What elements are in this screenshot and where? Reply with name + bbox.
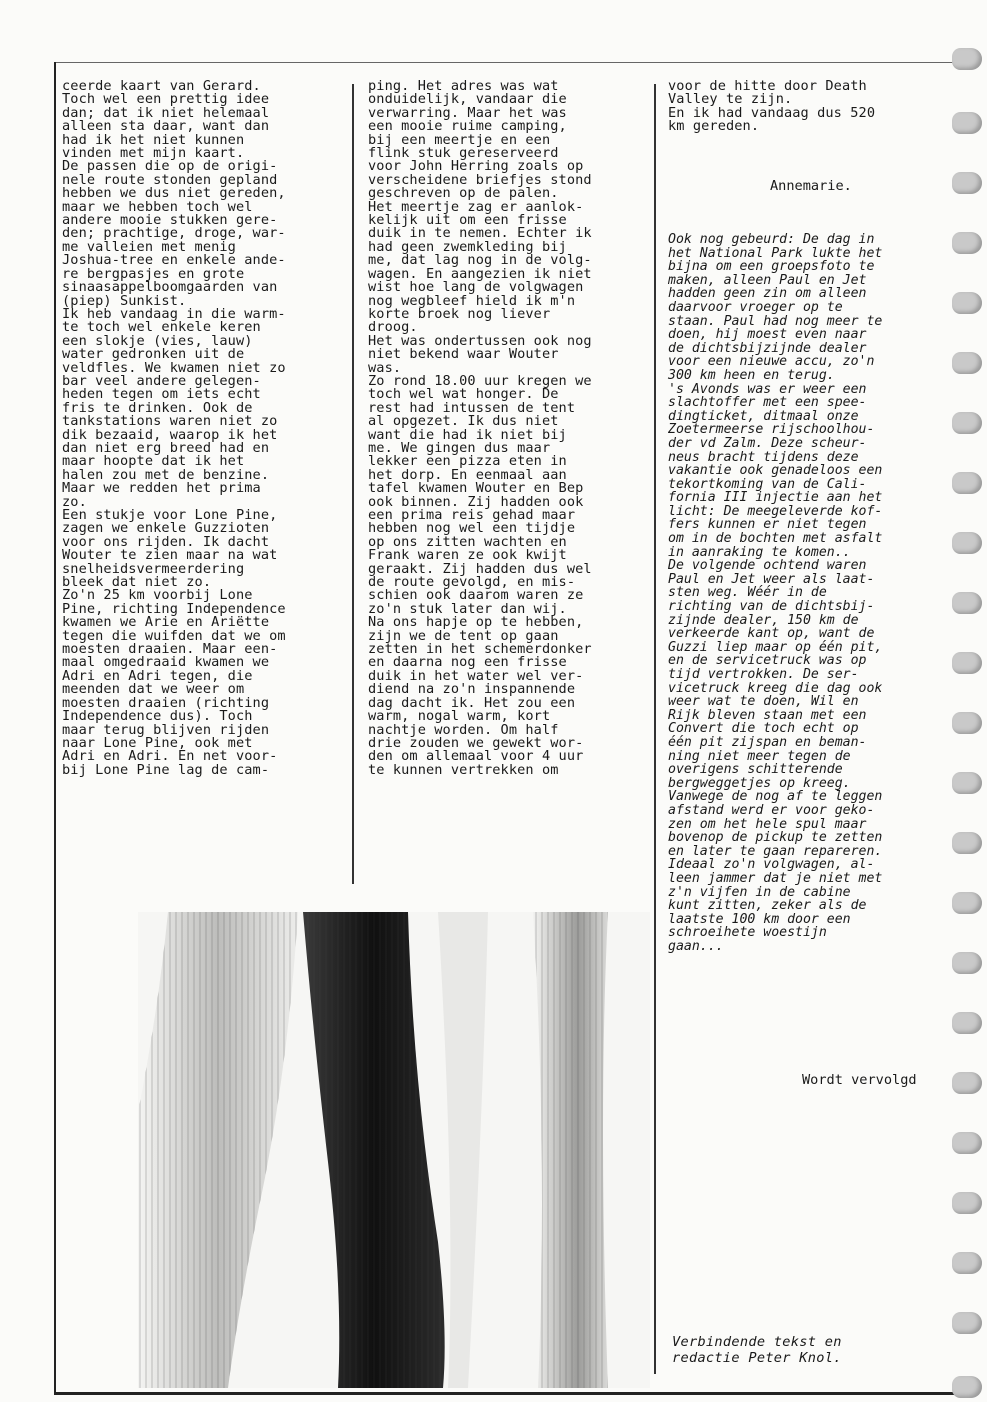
binder-tab <box>952 1132 982 1154</box>
aside-line: Ideaal zo'n volgwagen, al- <box>668 857 875 873</box>
article-column-3 <box>668 80 943 134</box>
column2-line: schien ook daarom waren ze <box>368 587 584 604</box>
binder-tab <box>952 652 982 674</box>
column1-line: maar hoopte dat ik het <box>62 453 245 470</box>
column2-line: ook binnen. Zij hadden ook <box>368 493 584 510</box>
binder-tab <box>952 292 982 314</box>
column2-line: want die had ik niet bij <box>368 426 567 443</box>
aside-line: voor een nieuwe accu, zo'n <box>668 354 875 370</box>
column1-line: Joshua-tree en enkele ande- <box>62 252 286 269</box>
aside-line: Ook nog gebeurd: De dag in <box>668 232 875 247</box>
column2-line: me. We gingen dus maar <box>368 439 551 456</box>
column2-line: een prima reis gehad maar <box>368 507 576 523</box>
to-be-continued: Wordt vervolgd <box>802 1072 917 1088</box>
column1-line: zo. <box>62 493 87 510</box>
aside-line: 300 km heen en terug. <box>668 367 835 383</box>
column2-line: Het was ondertussen ook nog <box>368 332 592 349</box>
column2-line: onduidelijk, vandaar die <box>368 91 567 108</box>
aside-line: Zoetermeerse rijschoolhou- <box>668 422 875 438</box>
aside-line: verkeerde kant op, want de <box>668 626 875 642</box>
column1-line: naar Lone Pine, ook met <box>62 734 253 751</box>
column2-line: Zo rond 18.00 uur kregen we <box>368 372 592 389</box>
column1-line: meenden dat we weer om <box>62 681 245 698</box>
column1-line: bar veel andere gelegen- <box>62 372 261 389</box>
binder-tab <box>952 172 982 194</box>
column2-line: duik in te nemen. Echter ik <box>368 225 592 242</box>
column1-line: fris te drinken. Ook de <box>62 399 253 416</box>
column1-line: nele route stonden gepland <box>62 171 278 188</box>
column2-line: een mooie ruime camping, <box>368 118 567 135</box>
column1-line: dik bezaaid, waarop ik het <box>62 426 278 443</box>
column2-line: lekker een pizza eten in <box>368 453 567 470</box>
editorial-credit: Verbindende tekst en redactie Peter Knol. <box>672 1334 842 1366</box>
column2-line: al opgezet. Ik dus niet <box>368 413 559 430</box>
column2-line: tafel kwamen Wouter en Bep <box>368 480 584 497</box>
column2-line: nog wegbleef hield ik m'n <box>368 292 576 309</box>
column1-line: bij Lone Pine lag de cam- <box>62 761 270 778</box>
column1-line: te toch wel enkele keren <box>62 319 261 336</box>
aside-line: vicetruck kreeg die dag ook <box>668 680 883 696</box>
column1-line: Pine, richting Independence <box>62 600 286 617</box>
aside-line: de dichtsbijzijnde dealer <box>668 340 867 356</box>
binder-tab <box>952 232 982 254</box>
aside-line: tekortkoming van de Cali- <box>668 476 867 492</box>
aside-line: licht: De meegeleverde kof- <box>668 503 883 519</box>
column2-line: dag dacht ik. Het zou een <box>368 694 576 711</box>
column2-line: zijn we de tent op gaan <box>368 627 559 644</box>
column1-line: maal omgedraaid kwamen we <box>62 654 270 671</box>
column1-line: veldfles. We kwamen niet zo <box>62 359 286 376</box>
column2-line: den om allemaal voor 4 uur <box>368 748 584 765</box>
column1-line: Adri en Adri tegen, die <box>62 667 253 684</box>
column1-line: halen zou met de benzine. <box>62 466 270 483</box>
column1-line: den; prachtige, droge, war- <box>62 225 286 242</box>
aside-line: Rijk bleven staan met een <box>668 707 867 723</box>
aside-line: De volgende ochtend waren <box>668 558 867 574</box>
column3-line: voor de hitte door Death <box>668 78 867 94</box>
aside-line: vakantie ook genadeloos een <box>668 463 883 479</box>
column2-line: ping. Het adres was wat <box>368 78 559 94</box>
aside-line: richting van de dichtsbij- <box>668 599 875 615</box>
aside-line: gaan... <box>668 938 724 954</box>
column1-line: Een stukje voor Lone Pine, <box>62 507 278 523</box>
column-rule-1 <box>352 84 354 884</box>
column1-line: bleek dat niet zo. <box>62 574 212 591</box>
aside-line: kunt zitten, zeker als de <box>668 898 867 914</box>
column1-line: moesten draaien (richting <box>62 694 270 711</box>
column1-line: me valleien met menig <box>62 238 236 255</box>
binder-tab <box>952 48 982 70</box>
column2-line: nachtje worden. Om half <box>368 721 559 738</box>
aside-line: neus bracht tijdens deze <box>668 449 859 465</box>
aside-line: het National Park lukte het <box>668 245 883 261</box>
column2-line: hebben nog wel een tijdje <box>368 520 576 537</box>
column1-line: Maar we redden het prima <box>62 480 261 497</box>
aside-line: slachtoffer met een spee- <box>668 395 867 411</box>
binder-tab <box>952 1376 982 1398</box>
aside-line: bovenop de pickup te zetten <box>668 830 883 846</box>
column2-line: toch wel wat honger. De <box>368 386 559 403</box>
column1-line: sinaasappelboomgaarden van <box>62 279 278 296</box>
column1-line: dan niet erg breed had en <box>62 439 270 456</box>
column2-line: flink stuk gereserveerd <box>368 145 559 162</box>
aside-line: daarvoor vroeger op te <box>668 299 843 315</box>
column1-line: (piep) Sunkist. <box>62 292 187 309</box>
column1-line: maar terug blijven rijden <box>62 721 270 738</box>
column1-line: Ik heb vandaag in die warm- <box>62 305 286 322</box>
binder-tab <box>952 1072 982 1094</box>
aside-line: staan. Paul had nog meer te <box>668 313 883 329</box>
binder-tab <box>952 712 982 734</box>
sequoia-trunks-photo <box>138 912 650 1388</box>
binder-tab <box>952 1012 982 1034</box>
article-column-1 <box>62 80 340 777</box>
aside-line: bijna om een groepsfoto te <box>668 259 875 275</box>
binder-tab <box>952 952 982 974</box>
column2-line: warm, nogal warm, kort <box>368 708 551 725</box>
column2-line: en daarna nog een frisse <box>368 654 567 671</box>
column1-line: dan; dat ik niet helemaal <box>62 104 270 121</box>
column1-line: vinden met mijn kaart. <box>62 145 245 162</box>
binder-tab <box>952 832 982 854</box>
column1-line: Zo'n 25 km voorbij Lone <box>62 587 253 604</box>
aside-line: 's Avonds was er weer een <box>668 381 867 397</box>
article-column-2 <box>368 80 644 777</box>
column2-line: Het meertje zag er aanlok- <box>368 198 584 215</box>
aside-ook-nog-gebeurd <box>668 233 946 953</box>
column1-line: tankstations waren niet zo <box>62 413 278 430</box>
column1-line: voor ons rijden. Ik dacht <box>62 533 270 550</box>
column2-line: had geen zwemkleding bij <box>368 238 567 255</box>
binder-tab <box>952 892 982 914</box>
aside-line: zen om het hele spul maar <box>668 816 867 832</box>
aside-line: der vd Zalm. Deze scheur- <box>668 435 867 451</box>
column1-line: Wouter te zien maar na wat <box>62 547 278 564</box>
column3-line: Valley te zijn. <box>668 91 793 108</box>
aside-line: bergweggetjes op kreeg. <box>668 775 851 791</box>
aside-line: en later te gaan repareren. <box>668 843 883 859</box>
column2-line: diend na zo'n inspannende <box>368 681 576 698</box>
column2-line: wist hoe lang de volgwagen <box>368 279 584 296</box>
column2-line: verscheidene briefjes stond <box>368 171 592 188</box>
aside-line: leen jammer dat je niet met <box>668 870 883 886</box>
aside-line: z'n vijfen in de cabine <box>668 884 851 900</box>
aside-line: schroeihete woestijn <box>668 925 827 941</box>
binder-tab <box>952 1192 982 1214</box>
column2-line: rest had intussen de tent <box>368 399 576 416</box>
column1-line: kwamen we Arie en Ariëtte <box>62 614 270 631</box>
aside-line: overigens schitterende <box>668 762 843 778</box>
column1-line: moesten draaien. Maar een- <box>62 641 278 658</box>
column2-line: verwarring. Maar het was <box>368 104 567 121</box>
binder-tab <box>952 592 982 614</box>
column2-line: niet bekend waar Wouter <box>368 346 559 363</box>
column1-line: Independence dus). Toch <box>62 708 253 725</box>
column2-line: droog. <box>368 319 418 336</box>
aside-line: dingticket, ditmaal onze <box>668 408 859 424</box>
aside-line: om in de bochten met asfalt <box>668 531 883 547</box>
binder-tab <box>952 532 982 554</box>
aside-line: één pit zijspan en beman- <box>668 734 867 750</box>
aside-line: sten weg. Wéér in de <box>668 585 827 601</box>
aside-line: fornia III injectie aan het <box>668 490 883 506</box>
binder-tab <box>952 472 982 494</box>
aside-line: zijnde dealer, 150 km de <box>668 612 859 628</box>
aside-line: afstand werd er voor geko- <box>668 802 875 818</box>
column2-line: drie zouden we gewekt wor- <box>368 734 584 751</box>
column2-line: het dorp. En eenmaal aan <box>368 466 567 483</box>
column2-line: op ons zitten wachten en <box>368 533 567 550</box>
binder-tab <box>952 1252 982 1274</box>
aside-line: Convert die toch echt op <box>668 721 859 737</box>
column1-line: De passen die op de origi- <box>62 158 278 175</box>
column1-line: water gedronken uit de <box>62 346 245 363</box>
aside-line: doen, hij moest even naar <box>668 327 867 343</box>
column1-line: alleen sta daar, want dan <box>62 118 270 135</box>
aside-line: Vanwege de nog af te leggen <box>668 789 883 805</box>
column-rule-2 <box>654 84 656 1374</box>
column1-line: maar we hebben toch wel <box>62 198 253 215</box>
column2-line: korte broek nog liever <box>368 305 551 322</box>
column2-line: Frank waren ze ook kwijt <box>368 547 567 564</box>
column1-line: re bergpasjes en grote <box>62 265 245 282</box>
binder-tab <box>952 352 982 374</box>
column2-line: wagen. En aangezien ik niet <box>368 265 592 282</box>
column2-line: Na ons hapje op te hebben, <box>368 614 584 631</box>
column3-line: km gereden. <box>668 118 760 135</box>
column1-line: zagen we enkele Guzzioten <box>62 520 270 537</box>
column2-line: geschreven op de palen. <box>368 185 559 202</box>
column2-line: was. <box>368 359 402 376</box>
column2-line: te kunnen vertrekken om <box>368 761 559 778</box>
aside-line: weer wat te doen, Wil en <box>668 694 859 710</box>
column2-line: me, dat lag nog in de volg- <box>368 252 592 269</box>
aside-line: laatste 100 km door een <box>668 911 851 927</box>
column2-line: de route gevolgd, en mis- <box>368 574 576 591</box>
binder-tab <box>952 112 982 134</box>
aside-line: Paul en Jet weer als laat- <box>668 571 875 587</box>
author-signature: Annemarie. <box>770 178 852 194</box>
column1-line: snelheidsvermeerdering <box>62 560 245 577</box>
column1-line: ceerde kaart van Gerard. <box>62 78 261 94</box>
column1-line: andere mooie stukken gere- <box>62 212 278 229</box>
column1-line: hebben we dus niet gereden, <box>62 185 286 202</box>
column1-line: Toch wel een prettig idee <box>62 91 270 108</box>
column2-line: kelijk uit om een frisse <box>368 212 567 229</box>
column2-line: voor John Herring zoals op <box>368 158 584 175</box>
column1-line: had ik het niet kunnen <box>62 131 245 148</box>
binder-tab <box>952 412 982 434</box>
aside-line: maken, alleen Paul en Jet <box>668 272 867 288</box>
column3-line: En ik had vandaag dus 520 <box>668 104 876 121</box>
column1-line: Adri en Adri. En net voor- <box>62 748 278 765</box>
column2-line: bij een meertje en een <box>368 131 551 148</box>
binder-tabs <box>952 40 987 1402</box>
aside-line: hadden geen zin om alleen <box>668 286 867 302</box>
aside-line: tijd vertrokken. De ser- <box>668 667 859 682</box>
aside-line: en de servicetruck was op <box>668 653 867 669</box>
aside-line: in aanraking te komen.. <box>668 544 851 560</box>
binder-tab <box>952 1312 982 1334</box>
column2-line: geraakt. Zij hadden dus wel <box>368 560 592 577</box>
aside-line: ning niet meer tegen de <box>668 748 851 764</box>
column1-line: een slokje (vies, lauw) <box>62 332 253 349</box>
column2-line: zetten in het schemerdonker <box>368 641 592 658</box>
aside-line: Guzzi liep maar op één pit, <box>668 639 883 655</box>
column2-line: zo'n stuk later dan wij. <box>368 600 567 617</box>
binder-tab <box>952 772 982 794</box>
aside-line: fers kunnen er niet tegen <box>668 517 867 533</box>
column2-line: duik in het water wel ver- <box>368 667 584 684</box>
column1-line: tegen die wuifden dat we om <box>62 627 286 644</box>
column1-line: heden tegen om iets echt <box>62 386 261 403</box>
